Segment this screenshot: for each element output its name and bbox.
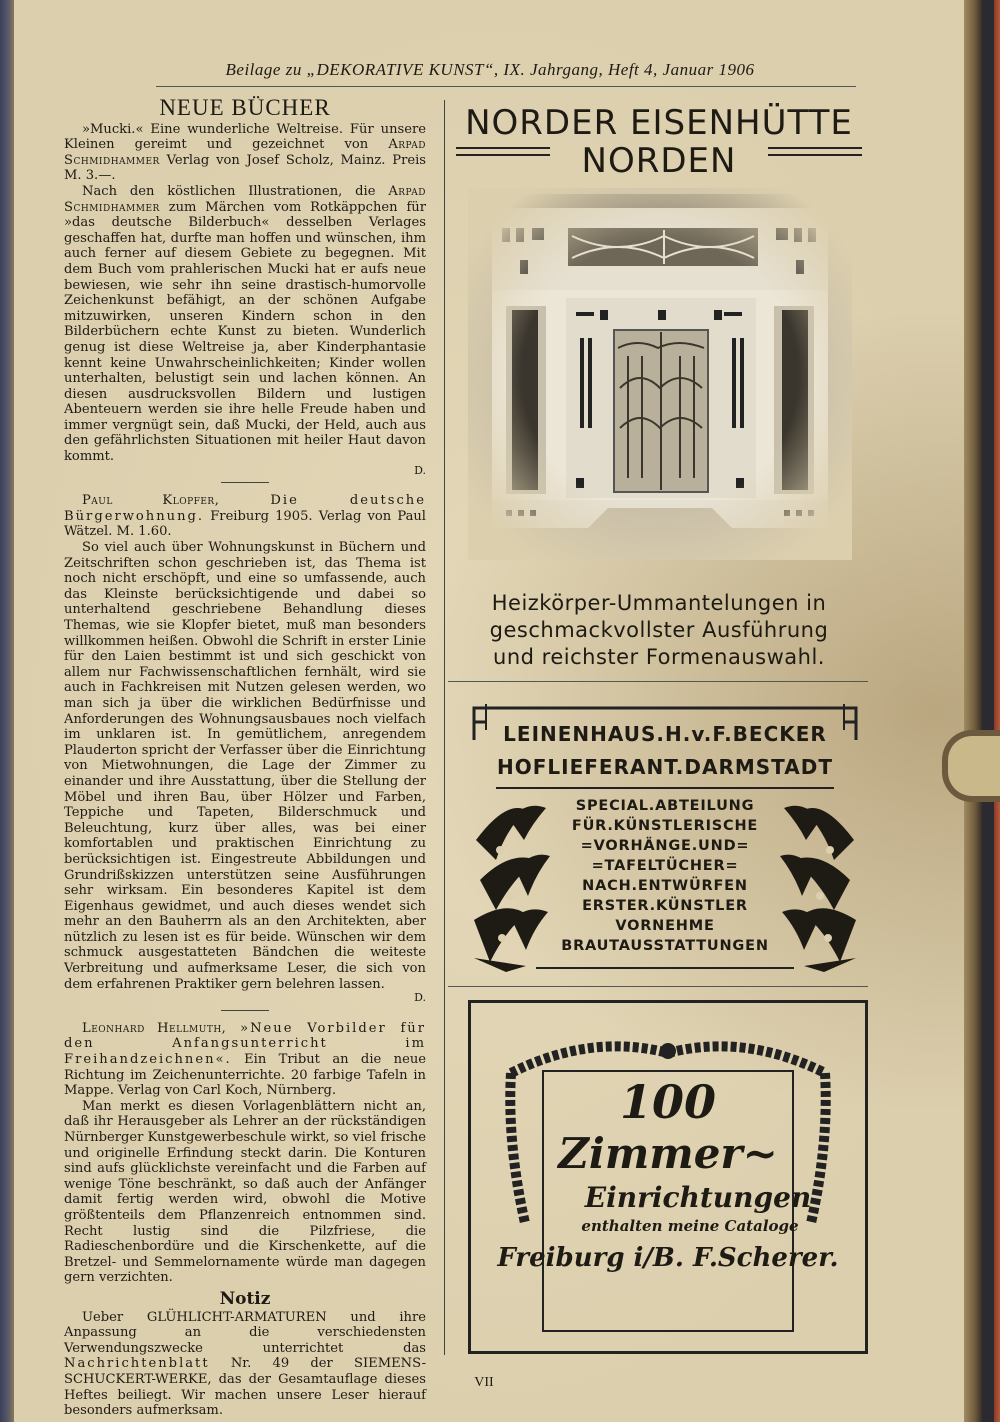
notiz-heading: Notiz xyxy=(219,1288,271,1309)
magazine-page xyxy=(14,0,982,1422)
review-1-intro: »Mucki.« Eine wunderliche Weltreise. Für unsere Kleinen gereimt und gezeichnet von Arpad Schmidhammer Verlag von Josef Scholz, Mainz. Preis M. 3.—. xyxy=(64,121,426,184)
review-3-intro: Leonhard Hellmuth, »Neue Vorbilder für den Anfangsunterricht im Freihandzeichnen«. Ein Tribut an die neue Richtung im Zeichenunterrichte. 20 farbige Tafeln in Mappe. Verlag von Carl Koch, Nürnberg. xyxy=(64,1020,426,1099)
book-edge xyxy=(994,0,1000,1422)
divider xyxy=(221,1010,269,1011)
double-rule-left xyxy=(456,147,550,156)
ad-norder-line1: NORDER EISENHÜTTE xyxy=(465,103,853,143)
double-rule-right xyxy=(768,147,862,156)
radiator-cabinet-photo xyxy=(468,188,852,560)
ad-scherer xyxy=(468,1000,868,1354)
ad-becker xyxy=(466,700,864,974)
review-2-body: So viel auch über Wohnungskunst in Büchern und Zeitschriften schon geschrieben ist, das Thema ist noch nicht erschöpft, und eine so umfassende, auch das Kleinste berücksichtigende und dabei so unterhaltend geschriebene Behandlung dieses Themas, wie sie Klopfer bietet, muß man besonders willkommen heißen. Obwohl die Schrift in erster Linie für den Laien bestimmt ist und sich geschickt von allem nur Fachwissenschaftlichen fernhält, wird sie auch in Fachkreisen mit Nutzen gelesen werden, wo man sich ja über die wirklichen Bedürfnisse und Anforderungen des Wohnungsausbaues noch vielfach im unklaren ist. In gemütlichem, anregendem Plauderton spricht der Verfasser über die Einrichtung von Mietwohnungen, die Lage der Zimmer zu einander und ihre Ausstattung, über die Stellung der Möbel und ihren Bau, über Hölzer und Farben, Teppiche und Tapeten, Bilderschmuck und Beleuchtung, kurz über alles, was bei einer komfortablen und praktischen Einrichtung zu berücksichtigen ist. Eingestreute Abbildungen und Grundrißskizzen unterstützen seine Ausführungen sehr wirksam. Ein besonderes Kapitel ist dem Eigenhaus gewidmet, und auch dieses wendet sich mehr an den Bauherrn als an den Architekten, aber nützlich zu lesen ist es für beide. Wünschen wir dem schmuck ausgestatteten Bändchen die weiteste Verbreitung und aufmerksame Leser, die sich von dem erfahrenen Praktiker gern belehren lassen. xyxy=(64,540,426,992)
ad-norder-text-line: Heizkörper-Ummantelungen in xyxy=(491,591,827,615)
ad-becker-line: BRAUTAUSSTATTUNGEN xyxy=(561,938,769,954)
ad-becker-line: VORNEHME xyxy=(615,918,715,934)
review-2-intro: Paul Klopfer, Die deutsche Bürgerwohnung. Freiburg 1905. Verlag von Paul Wätzel. M. 1.60. xyxy=(64,493,426,540)
ad-becker-body xyxy=(558,796,772,956)
book-reviews-column xyxy=(64,95,426,1419)
ad-becker-line: NACH.ENTWÜRFEN xyxy=(582,878,748,894)
notiz-text: Ueber GLÜHLICHT-ARMATUREN und ihre Anpassung an die verschiedensten Verwendungszwecke unterrichtet das Nachrichtenblatt Nr. 49 der SIEMENS-SCHUCKERT-WERKE, das der Gesamtauflage dieses Heftes beiliegt. Wir machen unsere Leser hierauf besonders aufmerksam. xyxy=(64,1309,426,1419)
ad-becker-headline-1: LEINENHAUS.H.v.F.BECKER xyxy=(503,722,827,746)
ad-norder-text xyxy=(454,590,864,671)
ad-becker-line: FÜR.KÜNSTLERISCHE xyxy=(571,818,759,834)
ad-becker-line: ERSTER.KÜNSTLER xyxy=(582,898,748,914)
section-heading: NEUE BÜCHER xyxy=(159,95,331,120)
ad-scherer-signature: Freiburg i/B. F.Scherer. xyxy=(497,1243,839,1273)
review-1-body: Nach den köstlichen Illustrationen, die Arpad Schmidhammer zum Märchen vom Rotkäppchen für »das deutsche Bilderbuch« desselben Verlages geschaffen hat, durfte man hoffen und wünschen, ihm auch ferner auf diesem Gebiete zu begegnen. Mit dem Buch vom prahlerischen Mucki hat er aufs neue bewiesen, wie sehr ihn seine drastisch-humorvolle Zeichenkunst befähigt, an der schönen Aufgabe mitzuwirken, unseren Kindern schon in den Bilderbüchern echte Kunst zu bieten. Wunderlich genug ist diese Weltreise ja, aber Kinderphantasie kennt keine Unwahrscheinlichkeiten; Kinder wollen unterhalten, belustigt sein und lachen können. An diesen ausdrucksvollen Bildern und lustigen Abenteuern werden sie ihre helle Freude haben und immer vergnügt sein, daß Mucki, der Held, auch aus den gefährlichsten Situationen mit heiler Haut davon kommt. xyxy=(64,183,426,465)
ad-separator xyxy=(448,986,868,987)
review-2-signature: D. xyxy=(414,991,426,1005)
book-spine xyxy=(0,0,14,1422)
bookmark-ribbon xyxy=(942,730,1000,802)
ad-norder-line2: NORDEN xyxy=(581,141,737,181)
ad-becker-headline-2: HOFLIEFERANT.DARMSTADT xyxy=(497,755,833,779)
page-number: VII xyxy=(474,1375,494,1390)
ad-becker-line: =TAFELTÜCHER= xyxy=(591,858,739,874)
ad-norder-text-line: und reichster Formenauswahl. xyxy=(493,645,825,669)
ad-scherer-number: 100 xyxy=(619,1075,717,1129)
header-rule xyxy=(156,86,856,87)
review-1-signature: D. xyxy=(414,463,426,477)
divider xyxy=(221,482,269,483)
page-edge xyxy=(964,0,982,1422)
ad-becker-line: SPECIAL.ABTEILUNG xyxy=(575,798,755,814)
ad-norder-text-line: geschmackvollster Ausführung xyxy=(489,618,829,642)
ad-norder-title xyxy=(454,104,864,180)
ad-separator xyxy=(448,681,868,682)
ad-becker-line: =VORHÄNGE.UND= xyxy=(580,838,750,854)
ad-scherer-einrichtungen: Einrichtungen xyxy=(584,1181,812,1214)
column-divider xyxy=(444,100,445,1355)
running-header: Beilage zu „DEKORATIVE KUNST“, IX. Jahrgang, Heft 4, Januar 1906 xyxy=(225,60,755,79)
review-3-body: Man merkt es diesen Vorlagenblättern nicht an, daß ihr Herausgeber als Lehrer an der rückständigen Nürnberger Kunstgewerbeschule wirkt, so viel frische und originelle Erfindung steckt darin. Die Konturen sind aufs glücklichste vereinfacht und die Farben auf wenige Töne beschränkt, so daß auch der Anfänger damit fertig werden wird, obwohl die Motive größtenteils dem Pflanzenreich entnommen sind. Recht lustig sind die Pilzfriese, die Radieschenbordüre und die Kirschenkette, auf die Bretzel- und Semmelornamente würde man dagegen gern verzichten. xyxy=(64,1098,426,1286)
ad-scherer-catalog: enthalten meine Cataloge xyxy=(581,1217,799,1235)
ad-scherer-zimmer: Zimmer~ xyxy=(558,1129,778,1178)
